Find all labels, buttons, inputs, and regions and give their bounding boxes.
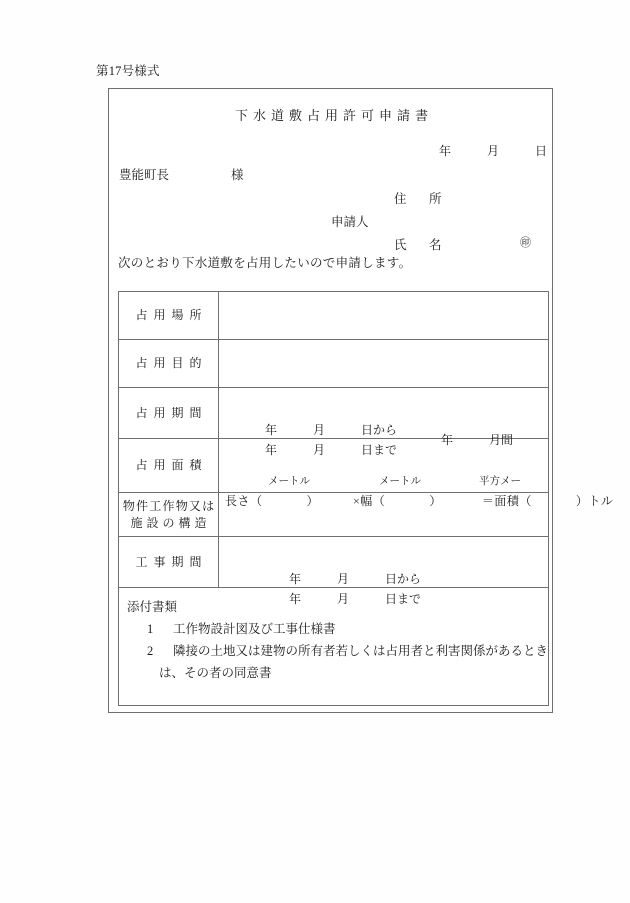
date-line: 年 月 日 bbox=[439, 144, 548, 158]
field-period[interactable] bbox=[219, 388, 549, 457]
label-purpose: 占用目的 bbox=[119, 340, 219, 388]
work-period-from: 年 月 日から bbox=[289, 572, 422, 586]
table-row-structure bbox=[119, 493, 549, 537]
form-frame bbox=[108, 88, 614, 713]
area-close-3: ） bbox=[575, 493, 589, 508]
period-from: 年 月 日から bbox=[265, 423, 398, 437]
attachment-text-1: 工作物設計図及び工事仕様書 bbox=[173, 621, 336, 636]
table-row-place bbox=[119, 292, 549, 340]
field-structure[interactable] bbox=[219, 493, 549, 537]
work-period-to: 年 月 日まで bbox=[289, 592, 422, 606]
attachment-number-2: 2 bbox=[147, 643, 154, 658]
seal-icon: ㊞ bbox=[520, 237, 531, 249]
intro-sentence: 次のとおり下水道敷を占用したいので申請します。 bbox=[118, 256, 412, 270]
period-duration: 年 月間 bbox=[441, 433, 514, 447]
label-structure: 物件工作物又は 施設の構造 bbox=[119, 493, 219, 537]
addressee-line bbox=[119, 165, 244, 183]
area-equals: ＝面積（ bbox=[481, 493, 532, 508]
table-row-work-period bbox=[119, 537, 549, 588]
applicant-address-label: 住 所 bbox=[394, 192, 447, 206]
attachment-number-1: 1 bbox=[147, 621, 154, 636]
applicant-block bbox=[331, 189, 554, 253]
area-unit-length: メートル bbox=[268, 475, 310, 487]
area-unit-tail: トル bbox=[588, 493, 614, 508]
field-area[interactable] bbox=[219, 439, 614, 508]
attachment-item-2-continuation: は、その者の同意書 bbox=[159, 665, 272, 680]
application-table bbox=[118, 291, 614, 706]
field-place[interactable] bbox=[219, 292, 549, 340]
addressee-honorific: 様 bbox=[231, 168, 244, 182]
addressee-name: 豊能町長 bbox=[119, 168, 170, 182]
area-length-label: 長さ（ bbox=[225, 493, 263, 508]
attachment-text-2: 隣接の土地又は建物の所有者若しくは占用者と利害関係があるとき bbox=[173, 643, 549, 658]
label-work-period: 工事期間 bbox=[119, 537, 219, 588]
field-work-period[interactable] bbox=[219, 537, 549, 606]
attachments-heading: 添付書類 bbox=[127, 600, 178, 614]
area-units-row bbox=[219, 473, 548, 487]
label-area: 占用面積 bbox=[119, 439, 219, 493]
field-purpose[interactable] bbox=[219, 340, 549, 388]
area-close-1: ） bbox=[306, 493, 320, 508]
attachment-item-1 bbox=[127, 619, 548, 641]
period-to: 年 月 日まで bbox=[265, 443, 398, 457]
applicant-name-label: 氏 名 bbox=[394, 238, 447, 252]
document-title: 下水道敷占用許可申請書 bbox=[234, 108, 433, 123]
table-row-period bbox=[119, 388, 549, 439]
applicant-group-label: 申請人 bbox=[331, 215, 369, 229]
area-unit-area: 平方メー bbox=[479, 475, 521, 487]
area-times-width: ×幅（ bbox=[353, 493, 386, 508]
label-place: 占用場所 bbox=[119, 292, 219, 340]
table-row-area bbox=[119, 439, 549, 493]
area-unit-width: メートル bbox=[379, 475, 421, 487]
table-row-purpose bbox=[119, 340, 549, 388]
attachment-item-2 bbox=[127, 641, 548, 663]
form-number: 第17号様式 bbox=[96, 64, 160, 78]
label-period: 占用期間 bbox=[119, 388, 219, 439]
area-close-2: ） bbox=[429, 493, 442, 508]
